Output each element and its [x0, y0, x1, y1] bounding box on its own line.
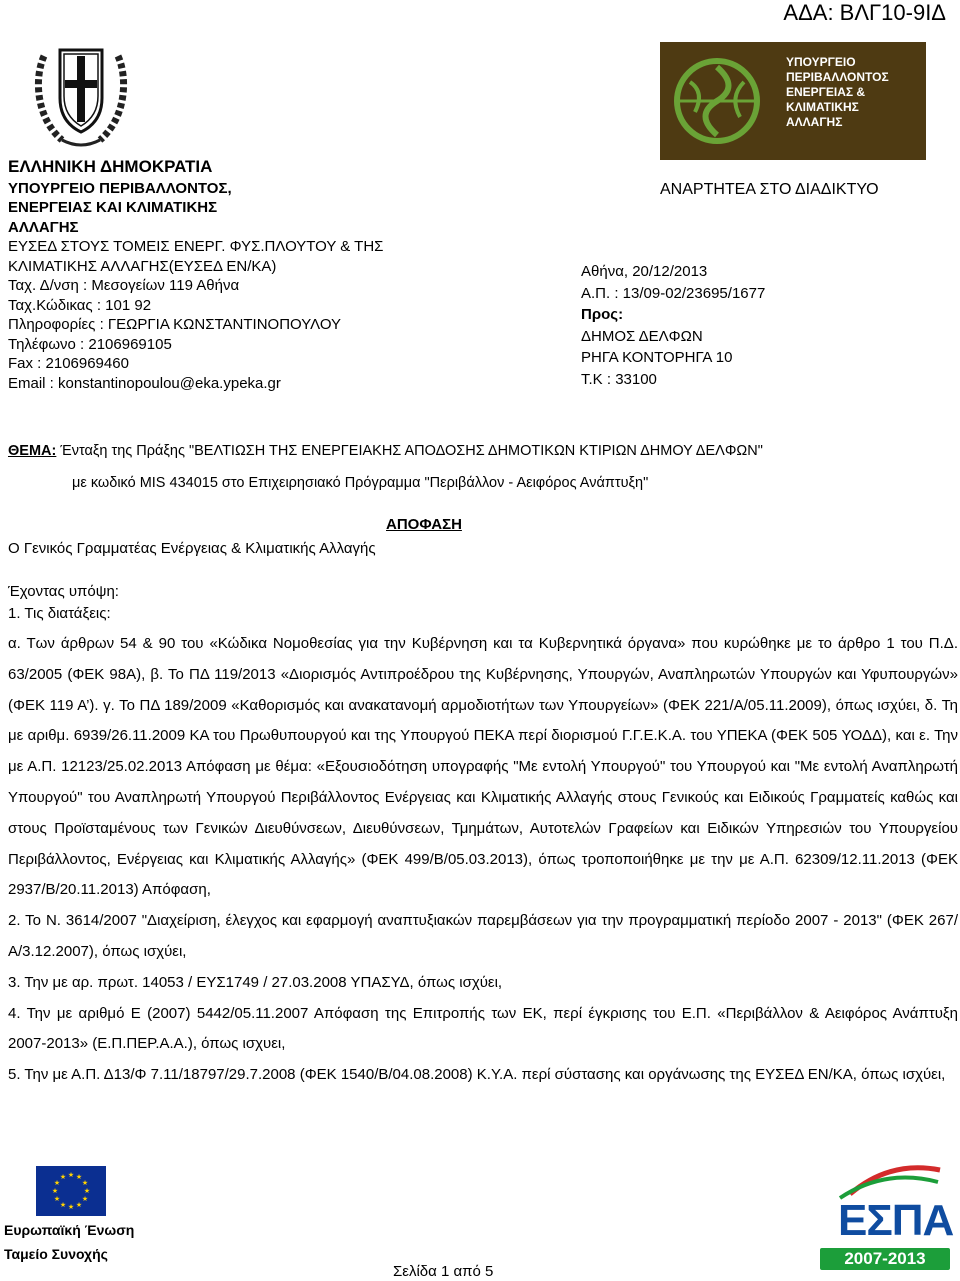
ministry-logo-line: ΚΛΙΜΑΤΙΚΗΣ [786, 100, 859, 114]
recipient-postcode: Τ.Κ : 33100 [581, 370, 657, 388]
secretary-general: Ο Γενικός Γραμματέας Ενέργειας & Κλιματικής Αλλαγής [8, 540, 376, 557]
issuer-email: Email : konstantinopoulou@eka.ypeka.gr [8, 374, 281, 392]
legal-basis-text [8, 629, 958, 1091]
subject-line: Ένταξη της Πράξης "ΒΕΛΤΙΩΣΗ ΤΗΣ ΕΝΕΡΓΕΙΑΚΗΣ ΑΠΟΔΟΣΗΣ ΔΗΜΟΤΙΚΩΝ ΚΤΙΡΙΩΝ ΔΗΜΟΥ ΔΕΛΦΩΝ" [60, 443, 763, 459]
subject-label: ΘΕΜΑ: [8, 443, 57, 459]
issuer-fax: Fax : 2106969460 [8, 355, 129, 372]
issuer-postcode: Ταχ.Κώδικας : 101 92 [8, 296, 152, 314]
svg-text:★: ★ [51, 1187, 59, 1195]
espa-years: 2007-2013 [820, 1248, 950, 1270]
svg-text:★: ★ [67, 1203, 75, 1211]
issuer-address: Ταχ. Δ/νση : Μεσογείων 119 Αθήνα [8, 277, 240, 294]
republic-title: ΕΛΛΗΝΙΚΗ ΔΗΜΟΚΡΑΤΙΑ [8, 157, 213, 176]
having-in-mind-block [8, 581, 119, 625]
having-in-mind: Έχοντας υπόψη: [8, 583, 119, 600]
to-label: Προς: [581, 306, 624, 323]
espa-logo [810, 1160, 955, 1276]
paragraph: 3. Την με αρ. πρωτ. 14053 / ΕΥΣ1749 / 27.03.2008 ΥΠΑΣΥΔ, όπως ισχύει, [8, 973, 503, 991]
recipient-name: ΔΗΜΟΣ ΔΕΛΦΩΝ [581, 327, 703, 345]
eu-caption [4, 1218, 134, 1266]
paragraph: 5. Την με Α.Π. Δ13/Φ 7.11/18797/29.7.2008 (ΦΕΚ 1540/Β/04.08.2008) Κ.Υ.Α. περί σύστασης και οργάνωσης της ΕΥΣΕΔ ΕΝ/ΚΑ, όπως ισχύει, [8, 1066, 946, 1084]
issuer-phone: Τηλέφωνο : 2106969105 [8, 335, 172, 353]
subject-line: με κωδικό MIS 434015 στο Επιχειρησιακό Πρόγραμμα "Περιβάλλον - Αειφόρος Ανάπτυξη" [72, 475, 649, 491]
svg-text:★: ★ [81, 1195, 89, 1203]
espa-swoosh-icon [810, 1160, 955, 1200]
recipient-block [581, 261, 765, 390]
svg-text:★: ★ [81, 1179, 89, 1187]
cohesion-fund: Ταμείο Συνοχής [4, 1246, 108, 1262]
paragraph: 2. Το Ν. 3614/2007 "Διαχείριση, έλεγχος και εφαρμογή αναπτυξιακών παρεμβάσεων για την προγραμματική περίοδο 2007 - 2013" (ΦΕΚ 267/Α/3.12.2007), όπως ισχύει, [8, 912, 958, 960]
ministry-logo-text [774, 42, 926, 160]
ministry-logo-line: ΕΝΕΡΓΕΙΑΣ & [786, 85, 866, 99]
paragraph: α. Των άρθρων 54 & 90 του «Κώδικα Νομοθεσίας για την Κυβέρνηση και τα Κυβερνητικά όργανα» που κυρώθηκε με το άρθρο 1 του Π.Δ. 63/2005 (ΦΕΚ 98Α), β. Το ΠΔ 119/2013 «Διορισμός Αντιπροέδρου της Κυβέρνησης, Υπουργών, Αναπληρωτών Υπουργών και Υφυπουργών» (ΦΕΚ 119 Α’). γ. Το ΠΔ 189/2009 «Καθορισμός και ανακατανομή αρμοδιοτήτων των Υπουργείων» (ΦΕΚ 221/Α/05.11.2009), όπως ισχύει, δ. Τη με αριθμ. 6939/26.11.2009 ΚΑ του Πρωθυπουργού και της Υπουργού ΠΕΚΑ περί διορισμού Γ.Γ.Ε.Κ.Α. του ΥΠΕΚΑ (ΦΕΚ 505 ΥΟΔΔ), και ε. Την με Α.Π. 12123/25.02.2013 Απόφαση με θέμα: «Εξουσιοδότηση υπογραφής "Με εντολή Υπουργού" του Υπουργού και "Με εντολή Αναπληρωτή Υπουργού" του Αναπληρωτή Υπουργού Περιβάλλοντος Ενέργειας και Κλιματικής Αλλαγής στους Γενικούς και Ειδικούς Γραμματείς καθώς και στους Προϊσταμένους των Γενικών Διευθύνσεων, Διευθύνσεων, Τμημάτων, Αυτοτελών Γραφείων και Ειδικών Υπηρεσιών του Υπουργείου Περιβάλλοντος, Ενέργειας και Κλιματικής Αλλαγής» (ΦΕΚ 499/Β/05.03.2013), όπως τροποποιήθηκε με την με Α.Π. 62309/12.11.2013 (ΦΕΚ 2937/Β/20.11.2013) Απόφαση, [8, 635, 958, 899]
svg-text:★: ★ [83, 1187, 91, 1195]
subject-block [8, 435, 958, 499]
ministry-logo-line: ΥΠΟΥΡΓΕΙΟ [786, 55, 856, 69]
ministry-emblem-icon [660, 42, 774, 160]
issuer-info: Πληροφορίες : ΓΕΩΡΓΙΑ ΚΩΝΣΤΑΝΤΙΝΟΠΟΥΛΟΥ [8, 316, 342, 333]
recipient-street: ΡΗΓΑ ΚΟΝΤΟΡΗΓΑ 10 [581, 349, 733, 366]
ministry-line: ΕΝΕΡΓΕΙΑΣ ΚΑΙ ΚΛΙΜΑΤΙΚΗΣ [8, 199, 218, 216]
espa-wordmark: ΕΣΠΑ [838, 1196, 954, 1245]
provisions-heading: 1. Τις διατάξεις: [8, 605, 111, 622]
posting-notice: ΑΝΑΡΤΗΤΕΑ ΣΤΟ ΔΙΑΔΙΚΤΥΟ [660, 181, 879, 198]
issuer-block [8, 157, 568, 393]
svg-text:★: ★ [59, 1201, 67, 1209]
unit-line: ΕΥΣΕΔ ΣΤΟΥΣ ΤΟΜΕΙΣ ΕΝΕΡΓ. ΦΥΣ.ΠΛΟΥΤΟΥ & ΤΗΣ [8, 238, 384, 255]
protocol-number: Α.Π. : 13/09-02/23695/1677 [581, 284, 766, 302]
svg-text:★: ★ [67, 1171, 75, 1179]
ministry-line: ΑΛΛΑΓΗΣ [8, 218, 79, 236]
ministry-logo-line: ΠΕΡΙΒΑΛΛΟΝΤΟΣ [786, 70, 889, 84]
page-number: Σελίδα 1 από 5 [393, 1263, 494, 1280]
ministry-line: ΥΠΟΥΡΓΕΙΟ ΠΕΡΙΒΑΛΛΟΝΤΟΣ, [8, 179, 232, 197]
svg-text:★: ★ [59, 1173, 67, 1181]
decision-title: ΑΠΟΦΑΣΗ [386, 516, 462, 533]
eu-name: Ευρωπαϊκή Ένωση [4, 1222, 135, 1238]
svg-text:★: ★ [75, 1201, 83, 1209]
paragraph: 4. Την με αριθμό Ε (2007) 5442/05.11.2007 Απόφαση της Επιτροπής των ΕΚ, περί έγκρισης του Ε.Π. «Περιβάλλον & Αειφόρος Ανάπτυξη 2007-2013» (Ε.Π.ΠΕΡ.Α.Α.), όπως ισχυει, [8, 1004, 958, 1053]
document-date: Αθήνα, 20/12/2013 [581, 263, 708, 280]
svg-text:★: ★ [53, 1195, 61, 1203]
greek-coat-of-arms-icon [32, 38, 130, 150]
ada-code: ΑΔΑ: ΒΛΓ10-9ΙΔ [783, 0, 946, 25]
ministry-logo [660, 42, 926, 160]
eu-flag-icon [36, 1166, 106, 1216]
svg-text:★: ★ [75, 1173, 83, 1181]
ministry-logo-line: ΑΛΛΑΓΗΣ [786, 115, 843, 129]
unit-line: ΚΛΙΜΑΤΙΚΗΣ ΑΛΛΑΓΗΣ(ΕΥΣΕΔ ΕΝ/ΚΑ) [8, 257, 277, 275]
svg-text:★: ★ [53, 1179, 61, 1187]
